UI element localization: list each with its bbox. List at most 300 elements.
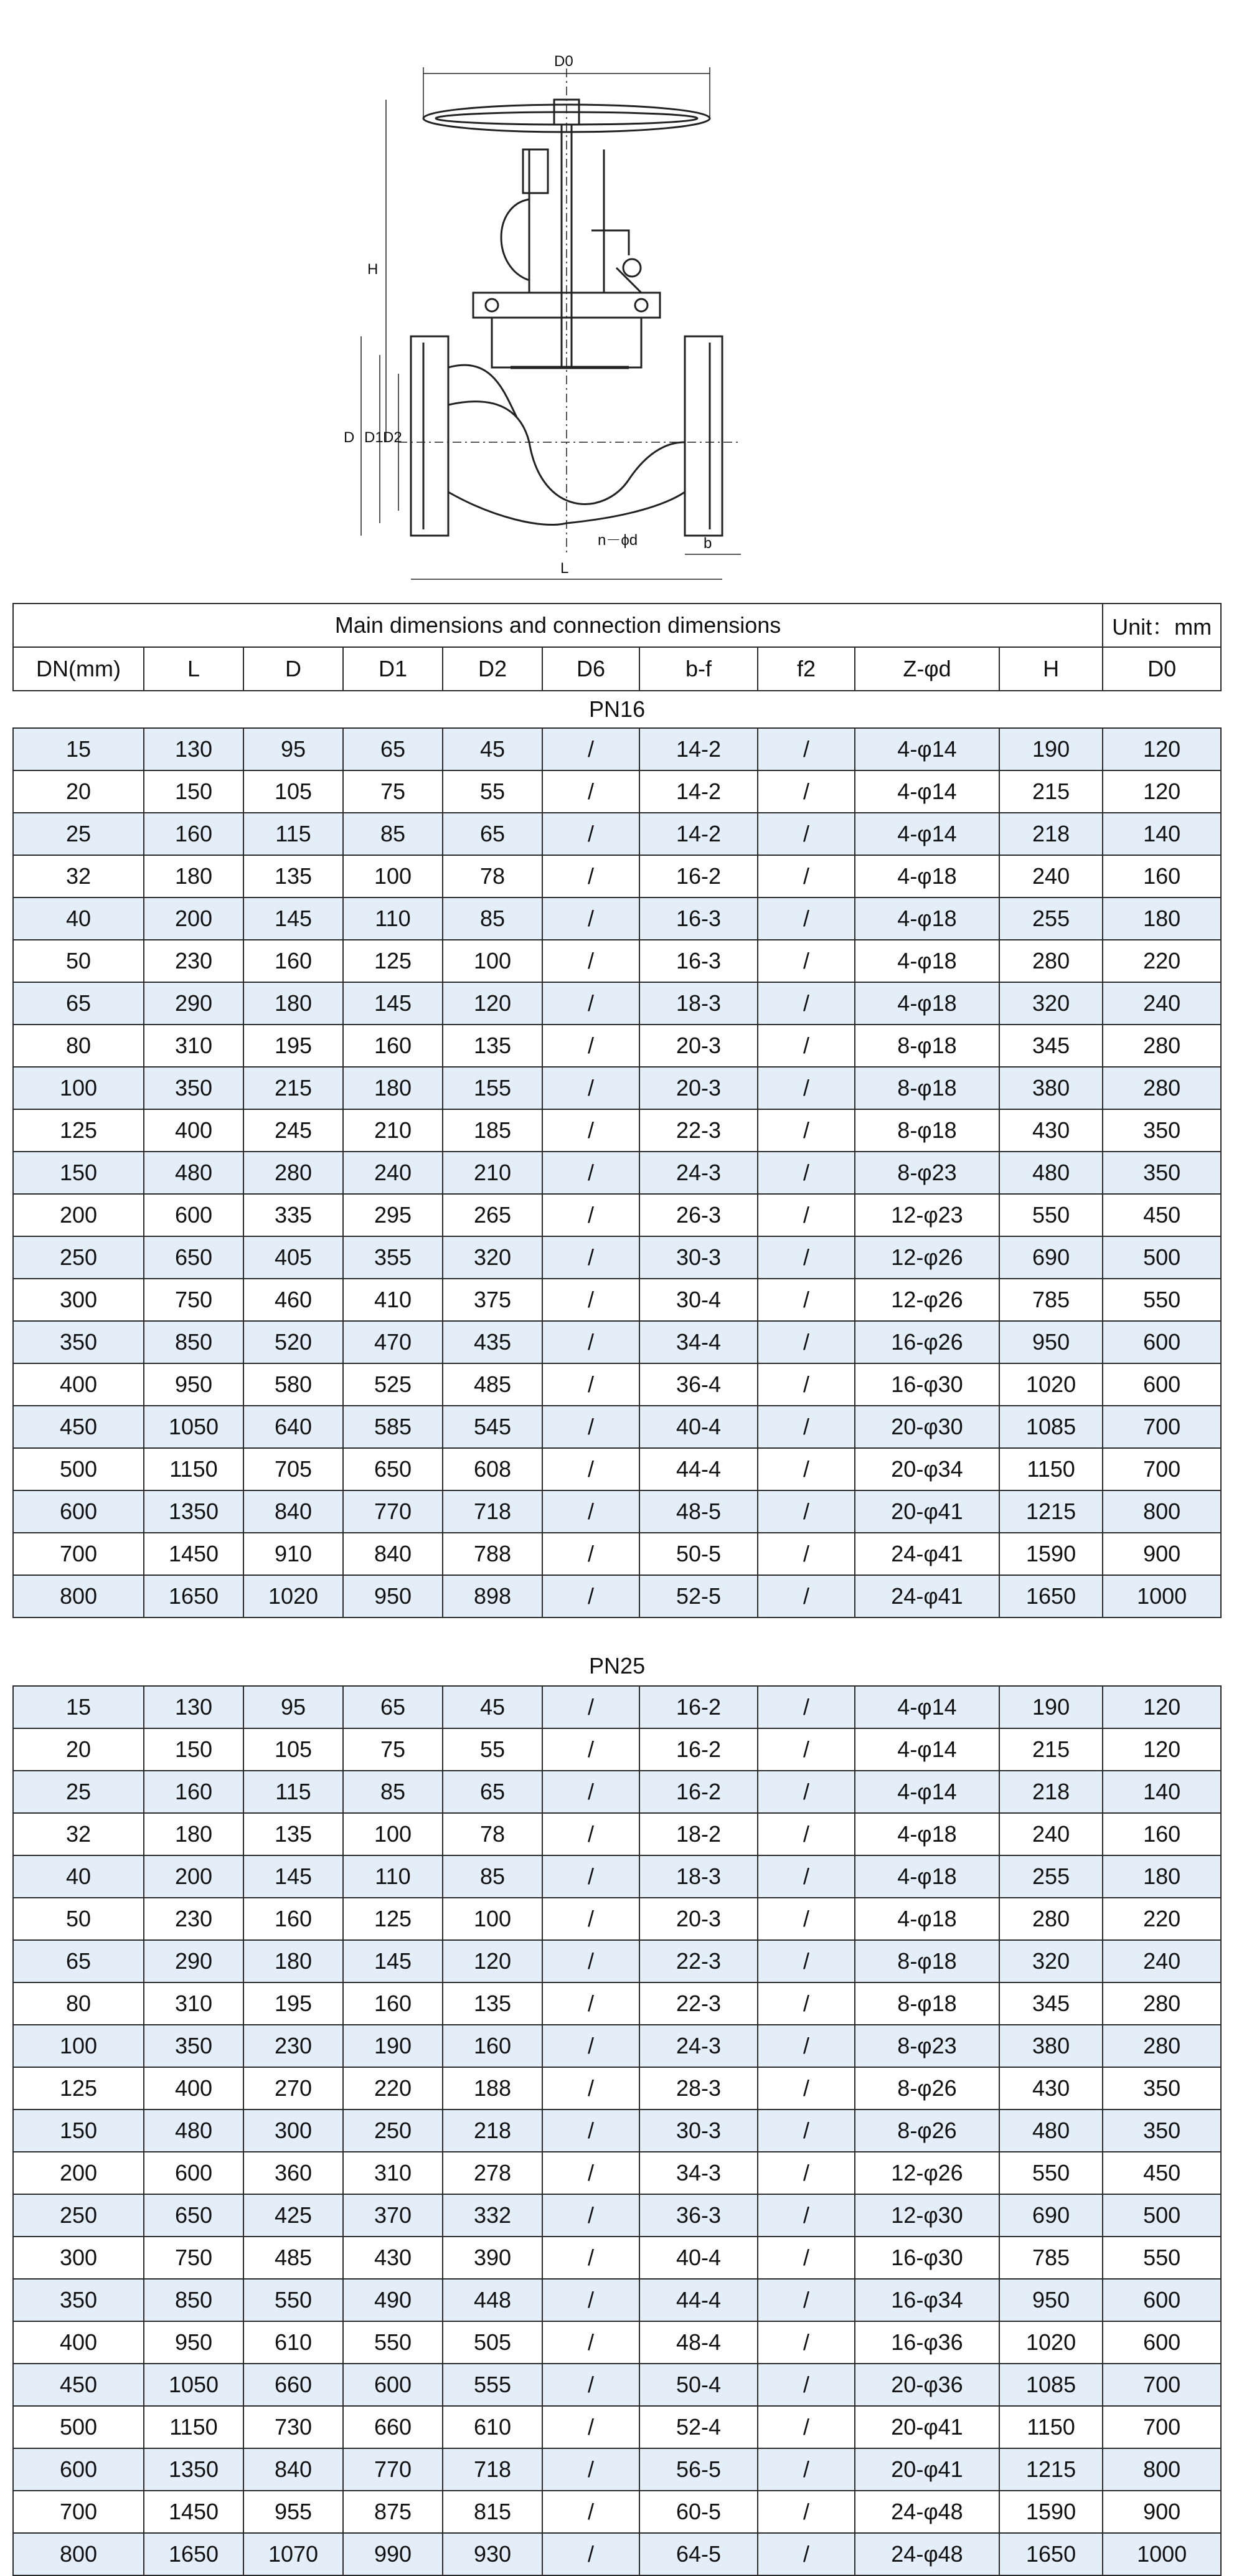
table-cell: 195 [243,1025,343,1067]
table-cell: 125 [343,1898,443,1940]
table-cell: / [758,940,855,982]
table-cell: 390 [443,2237,542,2279]
table-cell: 800 [1103,1490,1221,1533]
table-cell: 320 [443,1236,542,1279]
table-cell: 785 [999,2237,1103,2279]
table-row [13,2364,1221,2406]
table-cell: 8-φ18 [855,1025,999,1067]
table-cell: 20-φ41 [855,2448,999,2491]
table-cell: 1650 [144,1575,243,1617]
table-cell: 240 [343,1152,443,1194]
table-cell: 370 [343,2194,443,2237]
table-cell: 16-3 [639,940,758,982]
table-cell: 125 [13,2067,144,2110]
table-row [13,2110,1221,2152]
table-cell: / [758,2025,855,2067]
table-cell: / [758,1363,855,1406]
table-row [13,940,1221,982]
table-cell: 4-φ14 [855,1686,999,1728]
table-cell: 24-3 [639,2025,758,2067]
table-cell: / [758,1940,855,1982]
table-cell: 20-φ36 [855,2364,999,2406]
table-cell: / [542,728,639,770]
section-header-row [13,691,1221,728]
table-cell: 160 [144,1771,243,1813]
table-cell: 44-4 [639,2279,758,2321]
table-cell: / [542,1321,639,1363]
table-cell: / [758,2152,855,2194]
table-cell: 1150 [144,2406,243,2448]
table-cell: 310 [144,1025,243,1067]
table-cell: 78 [443,855,542,897]
table-cell: 52-4 [639,2406,758,2448]
table-cell: 280 [243,1152,343,1194]
table-cell: 85 [343,813,443,855]
table-cell: 250 [13,1236,144,1279]
table-cell: 30-4 [639,1279,758,1321]
column-header: b-f [639,647,758,691]
table-cell: 8-φ26 [855,2110,999,2152]
table-cell: 800 [13,1575,144,1617]
table-cell: 955 [243,2491,343,2533]
table-cell: 40-4 [639,2237,758,2279]
table-cell: 100 [343,855,443,897]
table-row [13,813,1221,855]
column-header: D [243,647,343,691]
table-cell: / [758,1533,855,1575]
table-cell: 215 [999,1728,1103,1771]
table-cell: 190 [343,2025,443,2067]
table-row [13,2194,1221,2237]
table-row [13,1855,1221,1898]
table-cell: 840 [343,1533,443,1575]
table-cell: 600 [1103,2321,1221,2364]
table-cell: 180 [144,855,243,897]
table-cell: / [758,1406,855,1448]
table-cell: 160 [343,1025,443,1067]
table-row [13,1490,1221,1533]
table-cell: / [758,1067,855,1109]
table-cell: 150 [13,2110,144,2152]
table-cell: 160 [443,2025,542,2067]
table-cell: 500 [1103,2194,1221,2237]
table-cell: 16-φ30 [855,1363,999,1406]
table-cell: 22-3 [639,1109,758,1152]
column-header: Z-φd [855,647,999,691]
table-cell: 160 [243,940,343,982]
table-row [13,2448,1221,2491]
table-cell: / [758,2364,855,2406]
table-cell: / [542,813,639,855]
table-cell: 100 [443,940,542,982]
table-cell: 718 [443,2448,542,2491]
valve-technical-drawing [305,44,928,592]
table-cell: 200 [13,2152,144,2194]
table-cell: 480 [144,1152,243,1194]
table-title: Main dimensions and connection dimensions [13,604,1103,647]
table-cell: 520 [243,1321,343,1363]
table-cell: 280 [1103,1982,1221,2025]
table-cell: 64-5 [639,2533,758,2575]
table-cell: / [758,2448,855,2491]
table-cell: 20 [13,770,144,813]
table-cell: 135 [243,855,343,897]
column-header: L [144,647,243,691]
table-cell: 22-3 [639,1982,758,2025]
table-cell: 640 [243,1406,343,1448]
table-cell: 950 [999,1321,1103,1363]
table-row [13,897,1221,940]
table-body [13,691,1221,2575]
table-cell: 110 [343,1855,443,1898]
table-cell: 4-φ14 [855,1728,999,1771]
table-cell: 1350 [144,2448,243,2491]
table-cell: 220 [343,2067,443,2110]
table-cell: 180 [144,1813,243,1855]
table-cell: / [758,1279,855,1321]
table-cell: 700 [13,2491,144,2533]
table-cell: 250 [343,2110,443,2152]
table-cell: 850 [144,2279,243,2321]
table-cell: 930 [443,2533,542,2575]
table-cell: 4-φ18 [855,940,999,982]
table-cell: 52-5 [639,1575,758,1617]
table-cell: / [542,1279,639,1321]
table-cell: 255 [999,897,1103,940]
table-cell: 105 [243,770,343,813]
table-cell: 4-φ18 [855,897,999,940]
table-cell: 8-φ26 [855,2067,999,2110]
table-cell: 220 [1103,940,1221,982]
table-cell: 600 [343,2364,443,2406]
table-cell: 400 [13,1363,144,1406]
table-cell: 34-4 [639,1321,758,1363]
table-cell: 485 [243,2237,343,2279]
table-cell: 485 [443,1363,542,1406]
table-cell: 1650 [999,2533,1103,2575]
table-cell: 1590 [999,2491,1103,2533]
table-cell: / [542,1406,639,1448]
table-cell: 350 [13,2279,144,2321]
table-cell: 150 [144,770,243,813]
label-h: H [367,261,379,278]
table-cell: 20-3 [639,1067,758,1109]
table-cell: 705 [243,1448,343,1490]
table-cell: 350 [144,1067,243,1109]
table-row [13,1448,1221,1490]
table-cell: 215 [999,770,1103,813]
table-cell: 95 [243,728,343,770]
table-cell: 240 [1103,982,1221,1025]
table-cell: 50 [13,1898,144,1940]
table-cell: 910 [243,1533,343,1575]
table-row [13,1533,1221,1575]
table-cell: 125 [343,940,443,982]
table-cell: 550 [1103,2237,1221,2279]
table-row [13,1898,1221,1940]
table-cell: / [542,2491,639,2533]
table-cell: / [758,2067,855,2110]
table-cell: / [758,2237,855,2279]
table-cell: 218 [999,813,1103,855]
table-cell: 750 [144,2237,243,2279]
label-l: L [560,560,569,577]
table-cell: 240 [999,1813,1103,1855]
table-cell: 350 [1103,2110,1221,2152]
table-cell: 16-2 [639,1771,758,1813]
table-cell: 30-3 [639,1236,758,1279]
table-cell: 430 [999,2067,1103,2110]
table-cell: 16-φ26 [855,1321,999,1363]
table-cell: 1020 [999,2321,1103,2364]
table-cell: 600 [1103,1363,1221,1406]
table-cell: 160 [1103,1813,1221,1855]
table-cell: 400 [144,2067,243,2110]
table-cell: 290 [144,982,243,1025]
table-cell: 1020 [243,1575,343,1617]
table-row [13,1236,1221,1279]
table-cell: / [542,855,639,897]
table-row [13,1982,1221,2025]
table-cell: 8-φ23 [855,2025,999,2067]
table-cell: 180 [1103,897,1221,940]
table-cell: 950 [999,2279,1103,2321]
table-cell: / [542,1575,639,1617]
table-row [13,1321,1221,1363]
table-row [13,1194,1221,1236]
table-cell: 8-φ18 [855,1067,999,1109]
table-cell: 150 [13,1152,144,1194]
table-cell: 36-3 [639,2194,758,2237]
table-cell: 45 [443,728,542,770]
table-cell: 250 [13,2194,144,2237]
table-cell: / [542,1363,639,1406]
table-cell: 80 [13,1982,144,2025]
label-b: b [704,535,712,552]
table-cell: 230 [144,1898,243,1940]
table-cell: 45 [443,1686,542,1728]
table-cell: / [758,982,855,1025]
table-cell: / [542,1152,639,1194]
table-cell: 12-φ26 [855,1279,999,1321]
table-cell: / [758,1575,855,1617]
table-cell: / [758,1025,855,1067]
table-cell: / [542,2533,639,2575]
table-cell: 12-φ26 [855,2152,999,2194]
table-cell: 16-φ36 [855,2321,999,2364]
table-cell: 145 [343,1940,443,1982]
table-cell: 36-4 [639,1363,758,1406]
table-cell: 898 [443,1575,542,1617]
table-cell: / [758,1194,855,1236]
table-row [13,2406,1221,2448]
table-cell: 210 [343,1109,443,1152]
table-cell: 120 [443,982,542,1025]
table-cell: 180 [243,982,343,1025]
label-d1: D1 [364,429,384,446]
table-cell: / [542,1236,639,1279]
table-cell: 4-φ14 [855,1771,999,1813]
table-cell: 100 [13,2025,144,2067]
table-cell: 65 [343,1686,443,1728]
table-cell: 20-φ34 [855,1448,999,1490]
table-cell: 14-2 [639,728,758,770]
table-row [13,2491,1221,2533]
table-cell: 500 [1103,1236,1221,1279]
table-cell: / [758,1236,855,1279]
table-cell: 55 [443,1728,542,1771]
table-cell: 130 [144,728,243,770]
table-cell: 1085 [999,1406,1103,1448]
table-cell: 448 [443,2279,542,2321]
table-cell: 195 [243,1982,343,2025]
table-row [13,1575,1221,1617]
table-cell: 120 [1103,728,1221,770]
table-cell: 1000 [1103,1575,1221,1617]
table-cell: / [758,2491,855,2533]
table-cell: 580 [243,1363,343,1406]
table-cell: 788 [443,1533,542,1575]
table-cell: 280 [999,940,1103,982]
table-cell: 345 [999,1025,1103,1067]
table-row [13,1109,1221,1152]
table-cell: 215 [243,1067,343,1109]
table-cell: 650 [144,1236,243,1279]
column-header: D2 [443,647,542,691]
table-cell: 550 [343,2321,443,2364]
table-row [13,1813,1221,1855]
table-row [13,855,1221,897]
table-cell: 600 [1103,2279,1221,2321]
table-cell: 270 [243,2067,343,2110]
table-cell: 145 [243,1855,343,1898]
table-cell: 190 [999,1686,1103,1728]
table-cell: 650 [144,2194,243,2237]
table-cell: 430 [343,2237,443,2279]
table-cell: 28-3 [639,2067,758,2110]
table-cell: 4-φ14 [855,813,999,855]
table-cell: / [542,1813,639,1855]
table-cell: / [542,982,639,1025]
table-cell: / [758,1321,855,1363]
table-cell: 950 [144,2321,243,2364]
table-cell: 200 [144,1855,243,1898]
table-cell: / [758,2110,855,2152]
table-cell: / [542,2279,639,2321]
table-cell: 160 [343,1982,443,2025]
table-cell: 585 [343,1406,443,1448]
column-header: DN(mm) [13,647,144,691]
table-cell: 840 [243,2448,343,2491]
table-cell: 550 [243,2279,343,2321]
table-cell: 130 [144,1686,243,1728]
table-cell: 48-5 [639,1490,758,1533]
table-cell: 20-φ41 [855,2406,999,2448]
table-cell: 430 [999,1109,1103,1152]
table-row [13,2152,1221,2194]
table-cell: 4-φ18 [855,855,999,897]
table-cell: 1050 [144,1406,243,1448]
table-cell: 280 [999,1898,1103,1940]
table-cell: / [542,1771,639,1813]
table-cell: 230 [243,2025,343,2067]
table-cell: 4-φ18 [855,1813,999,1855]
table-cell: 120 [443,1940,542,1982]
column-header: D1 [343,647,443,691]
table-cell: 8-φ18 [855,1940,999,1982]
table-cell: / [542,2448,639,2491]
table-cell: 188 [443,2067,542,2110]
table-cell: 145 [243,897,343,940]
label-d: D [344,429,355,446]
table-cell: 135 [243,1813,343,1855]
table-cell: 1450 [144,2491,243,2533]
table-cell: 40-4 [639,1406,758,1448]
table-cell: 12-φ30 [855,2194,999,2237]
table-cell: / [758,1813,855,1855]
table-cell: 18-2 [639,1813,758,1855]
table-cell: 600 [1103,1321,1221,1363]
table-row [13,1406,1221,1448]
table-cell: 22-3 [639,1940,758,1982]
table-cell: 34-3 [639,2152,758,2194]
table-row [13,1363,1221,1406]
table-cell: / [542,2237,639,2279]
table-cell: 850 [144,1321,243,1363]
table-cell: / [758,2194,855,2237]
table-cell: 350 [13,1321,144,1363]
table-cell: 815 [443,2491,542,2533]
table-cell: 700 [13,1533,144,1575]
table-cell: 310 [343,2152,443,2194]
table-cell: / [542,1728,639,1771]
table-cell: 1000 [1103,2533,1221,2575]
table-cell: 690 [999,1236,1103,1279]
table-cell: 1085 [999,2364,1103,2406]
table-cell: 115 [243,1771,343,1813]
table-cell: / [758,1490,855,1533]
table-cell: / [758,897,855,940]
table-cell: 785 [999,1279,1103,1321]
table-cell: 718 [443,1490,542,1533]
table-cell: 8-φ18 [855,1982,999,2025]
table-cell: 65 [443,813,542,855]
table-cell: 30-3 [639,2110,758,2152]
table-row [13,2279,1221,2321]
table-cell: 65 [13,982,144,1025]
table-cell: 1590 [999,1533,1103,1575]
table-cell: / [542,2152,639,2194]
table-cell: 100 [343,1813,443,1855]
table-cell: 56-5 [639,2448,758,2491]
table-cell: 400 [144,1109,243,1152]
table-cell: 105 [243,1728,343,1771]
table-cell: / [758,2406,855,2448]
table-cell: 480 [999,1152,1103,1194]
table-cell: 25 [13,813,144,855]
table-cell: / [758,1686,855,1728]
table-cell: 180 [1103,1855,1221,1898]
table-cell: 840 [243,1490,343,1533]
table-cell: 25 [13,1771,144,1813]
table-cell: 32 [13,1813,144,1855]
table-cell: 350 [1103,2067,1221,2110]
table-cell: 100 [13,1067,144,1109]
table-cell: 360 [243,2152,343,2194]
table-row [13,1067,1221,1109]
table-cell: 24-φ48 [855,2491,999,2533]
table-cell: / [542,2194,639,2237]
